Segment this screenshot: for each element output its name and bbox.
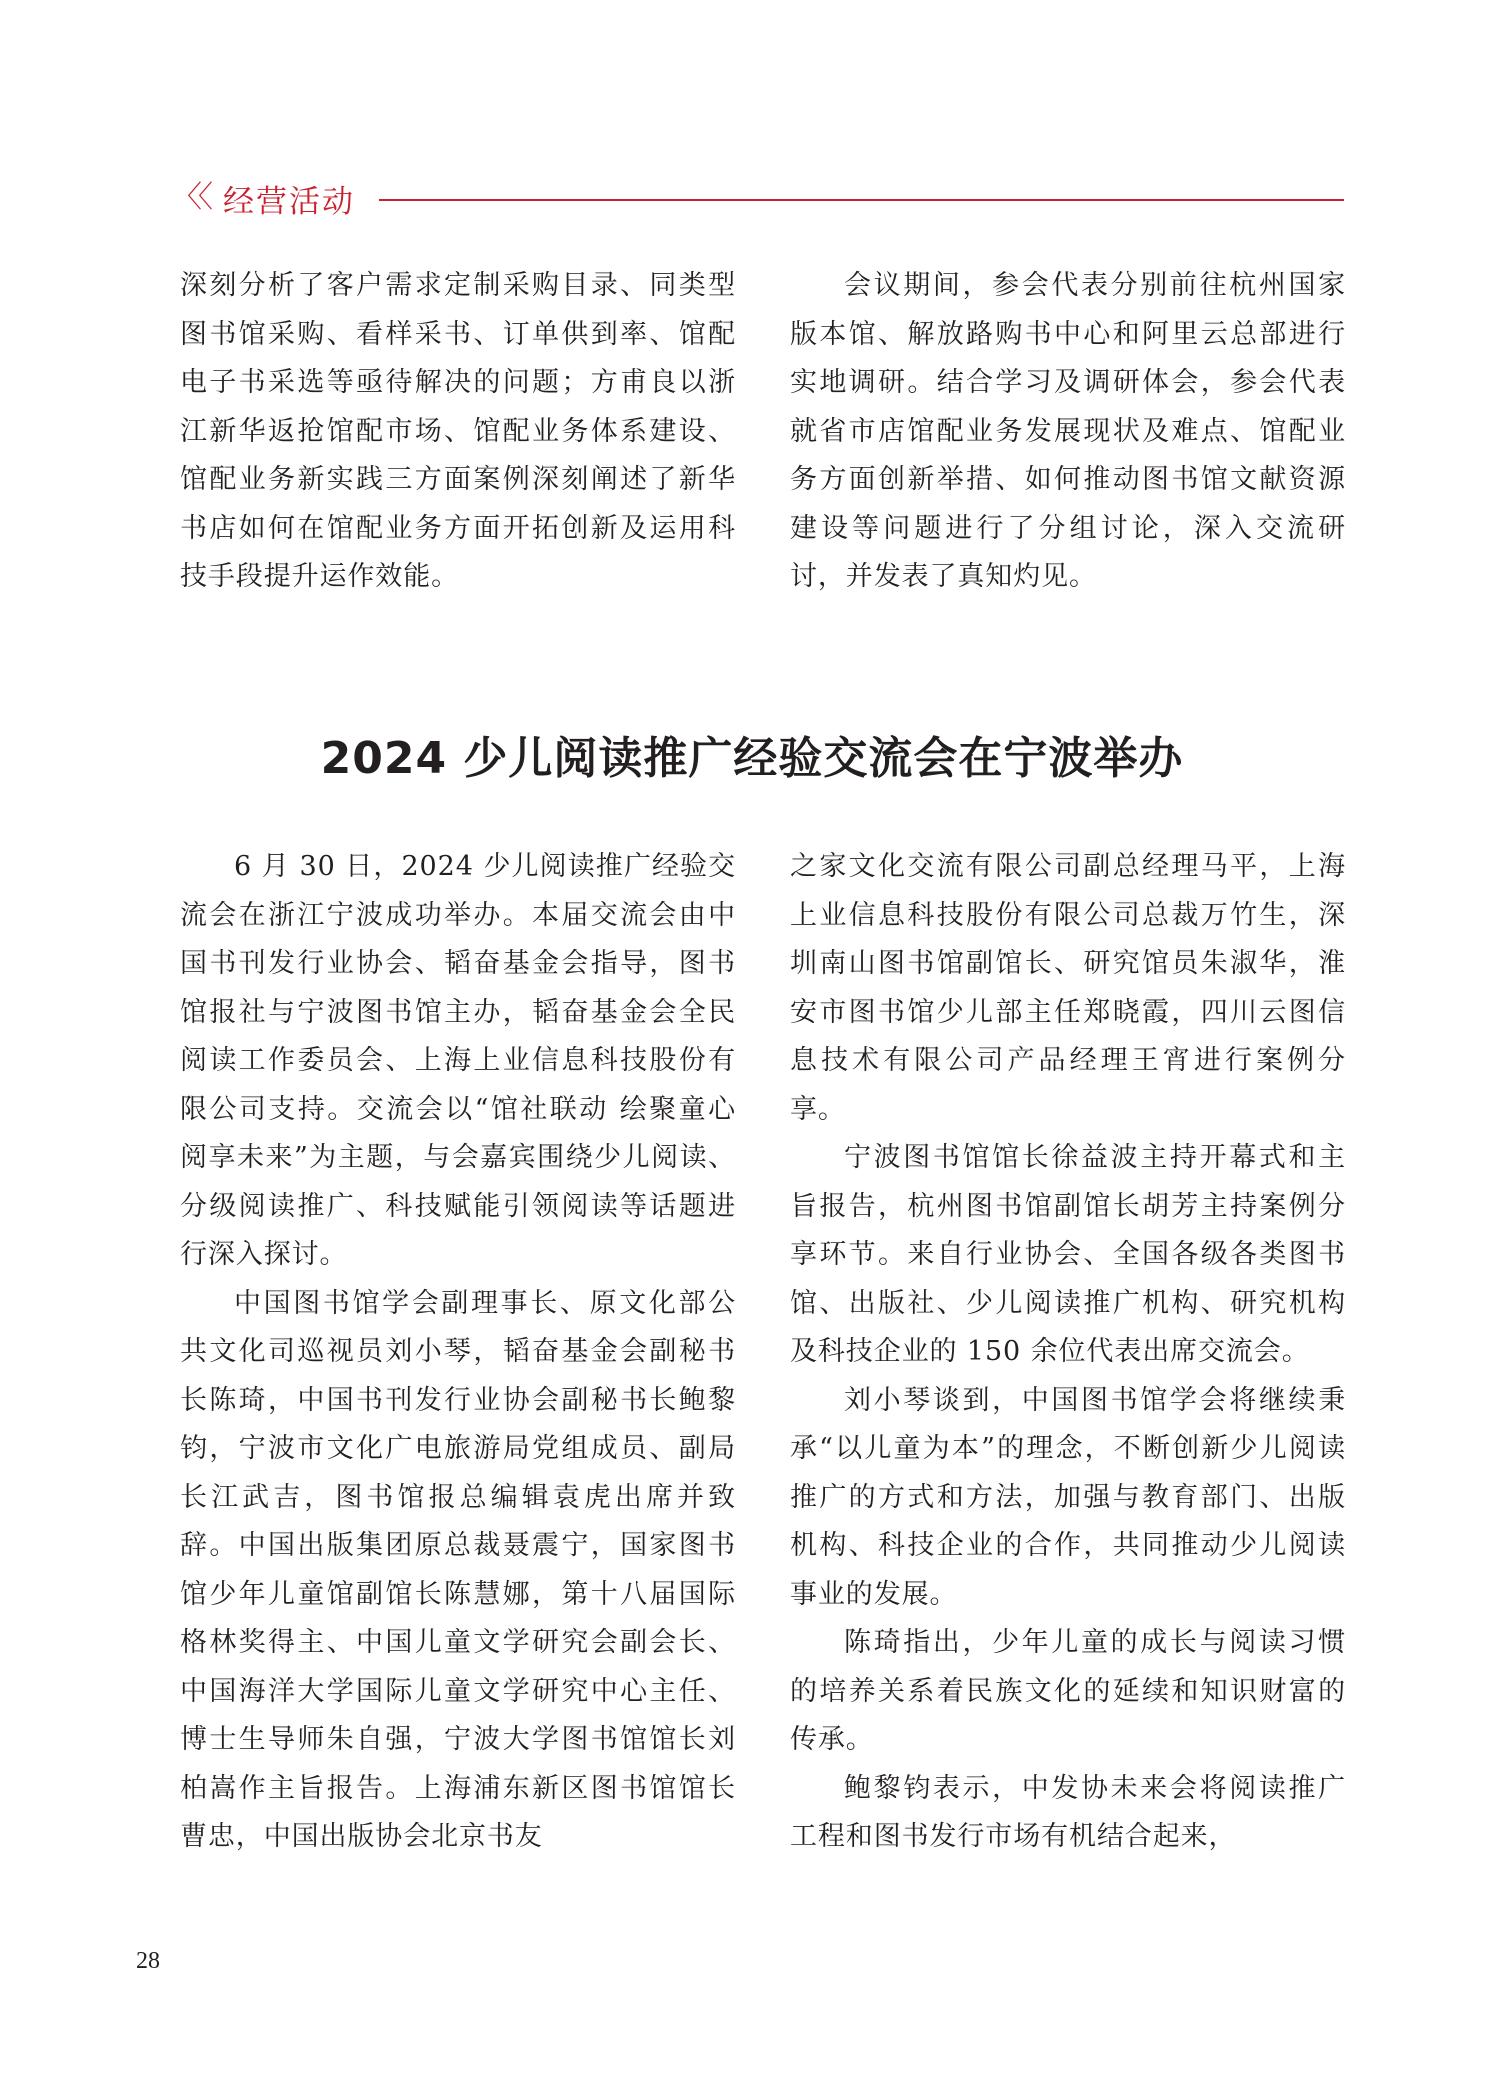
article-right-column (790, 843, 1346, 1862)
section-title: 经营活动 (223, 183, 355, 220)
research-paragraph: 会议期间，参会代表分别前往杭州国家版本馆、解放路购书中心和阿里云总部进行实地调研。结合学习及调研体会，参会代表就省市店馆配业务发展现状及难点、馆配业务方面创新举措、如何推动图书馆文献资源建设等问题进行了分组讨论，深入交流研讨，并发表了真知灼见。 (790, 270, 1346, 592)
article-title: 2024 少儿阅读推广经验交流会在宁波举办 (320, 733, 1184, 784)
article-paragraph: 6 月 30 日，2024 少儿阅读推广经验交流会在浙江宁波成功举办。本届交流会由中国书刊发行业协会、韬奋基金会指导，图书馆报社与宁波图书馆主办，韬奋基金会全民阅读工作委员会、上海上业信息科技股份有限公司支持。交流会以“馆社联动 绘聚童心 阅享未来”为主题，与会嘉宾围绕少儿阅读、分级阅读推广、科技赋能引领阅读等话题进行深入探讨。 (180, 851, 736, 1270)
continued-paragraph: 深刻分析了客户需求定制采购目录、同类型图书馆采购、看样采书、订单供到率、馆配电子书采选等亟待解决的问题；方甫良以浙江新华返抢馆配市场、馆配业务体系建设、馆配业务新实践三方面案例深刻阐述了新华书店如何在馆配业务方面开拓创新及运用科技手段提升运作效能。 (180, 270, 736, 592)
article-paragraph: 陈琦指出，少年儿童的成长与阅读习惯的培养关系着民族文化的延续和知识财富的传承。 (790, 1627, 1346, 1755)
page-number: 28 (136, 1948, 160, 1974)
article-paragraph: 鲍黎钧表示，中发协未来会将阅读推广工程和图书发行市场有机结合起来， (790, 1772, 1346, 1852)
article-left-column (180, 843, 736, 1862)
article-paragraph: 中国图书馆学会副理事长、原文化部公共文化司巡视员刘小琴，韬奋基金会副秘书长陈琦，中国书刊发行业协会副秘书长鲍黎钧，宁波市文化广电旅游局党组成员、副局长江武吉，图书馆报总编辑袁虎出席并致辞。中国出版集团原总裁聂震宁，国家图书馆少年儿童馆副馆长陈慧娜，第十八届国际格林奖得主、中国儿童文学研究会副会长、中国海洋大学国际儿童文学研究中心主任、博士生导师朱自强，宁波大学图书馆馆长刘柏嵩作主旨报告。上海浦东新区图书馆馆长曹忠，中国出版协会北京书友 (180, 1287, 736, 1852)
top-right-column (790, 262, 1346, 602)
double-chevron-left-icon: 〈〈 (172, 180, 209, 215)
header-rule (379, 199, 1344, 201)
top-left-column (180, 262, 736, 602)
section-header (172, 170, 1344, 226)
article-paragraph: 刘小琴谈到，中国图书馆学会将继续秉承“以儿童为本”的理念，不断创新少儿阅读推广的方式和方法，加强与教育部门、出版机构、科技企业的合作，共同推动少儿阅读事业的发展。 (790, 1384, 1346, 1610)
article-paragraph: 宁波图书馆馆长徐益波主持开幕式和主旨报告，杭州图书馆副馆长胡芳主持案例分享环节。来自行业协会、全国各级各类图书馆、出版社、少儿阅读推广机构、研究机构及科技企业的 150 余位代表出席交流会。 (790, 1142, 1346, 1367)
article-paragraph: 之家文化交流有限公司副总经理马平，上海上业信息科技股份有限公司总裁万竹生，深圳南山图书馆副馆长、研究馆员朱淑华，淮安市图书馆少儿部主任郑晓霞，四川云图信息技术有限公司产品经理王宵进行案例分享。 (790, 851, 1346, 1125)
